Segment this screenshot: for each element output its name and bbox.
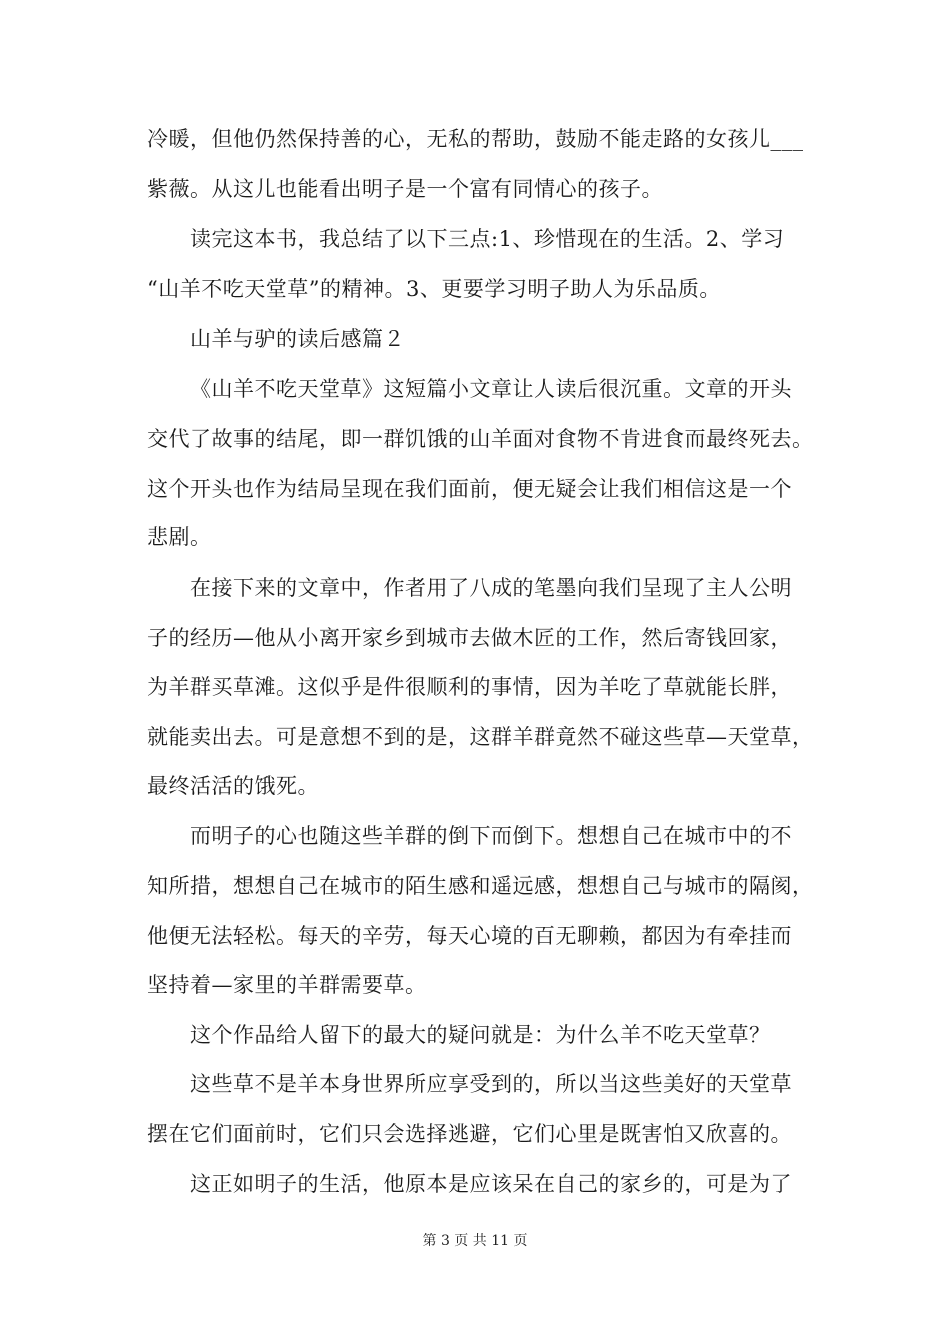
text-line: 就能卖出去。可是意想不到的是，这群羊群竟然不碰这些草—天堂草， [147, 725, 814, 749]
text-line: 他便无法轻松。每天的辛劳，每天心境的百无聊赖，都因为有牵挂而 [147, 924, 792, 948]
text-line: 悲剧。 [147, 525, 212, 549]
text-line: 这正如明子的生活，他原本是应该呆在自己的家乡的，可是为了 [190, 1172, 792, 1196]
text-line: 这个作品给人留下的最大的疑问就是：为什么羊不吃天堂草？ [190, 1023, 771, 1047]
text-line: 而明子的心也随这些羊群的倒下而倒下。想想自己在城市中的不 [190, 824, 792, 848]
text-line: 摆在它们面前时，它们只会选择逃避，它们心里是既害怕又欣喜的。 [147, 1122, 792, 1146]
text-line: 交代了故事的结尾，即一群饥饿的山羊面对食物不肯进食而最终死去。 [147, 427, 814, 451]
text-line: 冷暖，但他仍然保持善的心，无私的帮助，鼓励不能走路的女孩儿___ [147, 127, 804, 151]
text-line: “山羊不吃天堂草”的精神。3、更要学习明子助人为乐品质。 [147, 277, 721, 301]
text-line: 《山羊不吃天堂草》这短篇小文章让人读后很沉重。文章的开头 [190, 377, 792, 401]
text-line: 最终活活的饿死。 [147, 774, 319, 798]
text-line: 知所措，想想自己在城市的陌生感和遥远感，想想自己与城市的隔阂， [147, 874, 814, 898]
text-line: 为羊群买草滩。这似乎是件很顺利的事情，因为羊吃了草就能长胖， [147, 675, 792, 699]
section-heading: 山羊与驴的读后感篇２ [190, 327, 405, 351]
page-number-footer: 第 3 页 共 11 页 [422, 1233, 528, 1249]
text-line: 这个开头也作为结局呈现在我们面前，便无疑会让我们相信这是一个 [147, 477, 792, 501]
text-line: 这些草不是羊本身世界所应享受到的，所以当这些美好的天堂草 [190, 1072, 792, 1096]
text-line: 读完这本书，我总结了以下三点:1、珍惜现在的生活。2、学习 [190, 227, 785, 251]
text-line: 在接下来的文章中，作者用了八成的笔墨向我们呈现了主人公明 [190, 576, 792, 600]
text-line: 紫薇。从这儿也能看出明子是一个富有同情心的孩子。 [147, 177, 663, 201]
text-line: 子的经历—他从小离开家乡到城市去做木匠的工作，然后寄钱回家， [147, 626, 792, 650]
text-line: 坚持着—家里的羊群需要草。 [147, 973, 427, 997]
